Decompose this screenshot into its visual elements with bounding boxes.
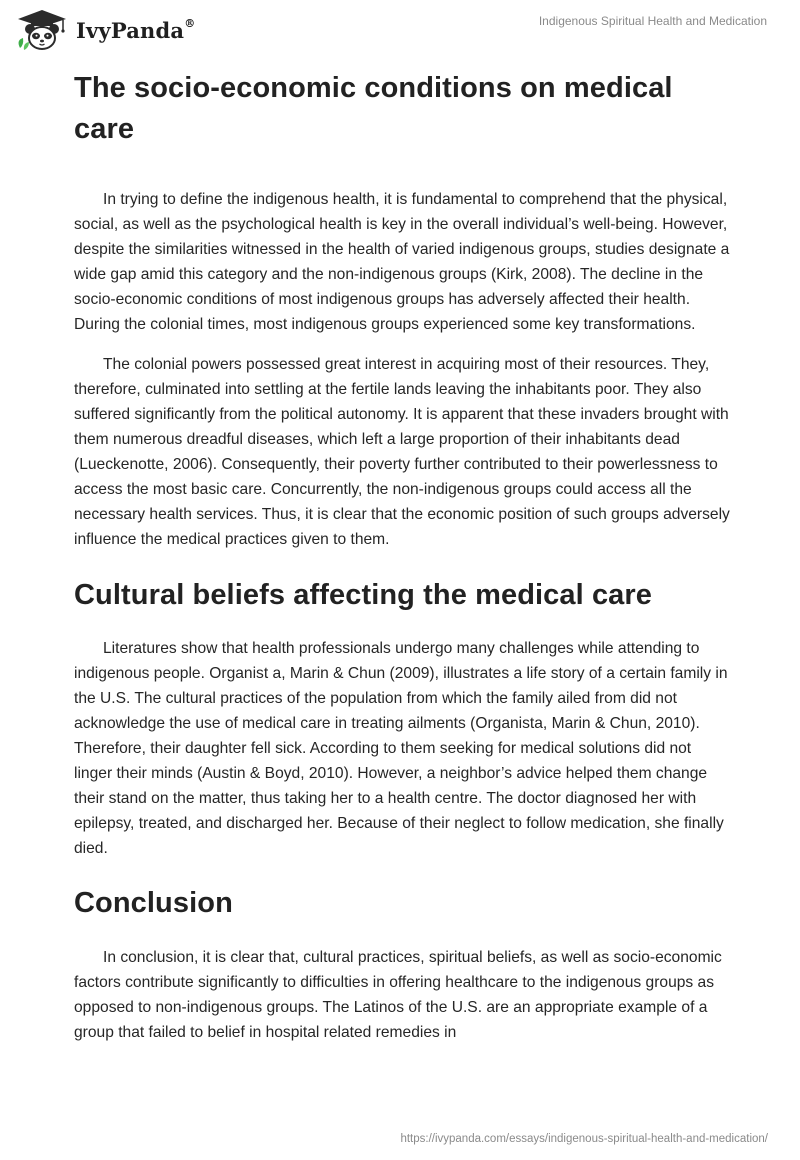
document-title: Indigenous Spiritual Health and Medication bbox=[538, 14, 767, 28]
ivypanda-logo[interactable] bbox=[14, 8, 195, 52]
paragraph: In conclusion, it is clear that, cultural practices, spiritual beliefs, as well as socio-economic factors contribute significantly to difficulties in offering healthcare to the indigenous groups as opposed to non-indigenous groups. The Latinos of the U.S. are an appropriate example of a group that failed to belief in hospital related remedies in bbox=[74, 949, 722, 1041]
paragraph: In trying to define the indigenous health, it is fundamental to comprehend that the physical, social, as well as the psychological health is key in the overall individual’s well-being. However, despite the similarities witnessed in the health of varied indigenous groups, studies designate a wide gap amid this category and the non-indigenous groups (Kirk, 2008). The decline in the socio-economic conditions of most indigenous groups has adversely affected their health. During the colonial times, most indigenous groups experienced some key transformations. bbox=[74, 191, 730, 333]
essay-content bbox=[74, 68, 730, 1045]
section-heading-socio-economic: The socio-economic conditions on medical care bbox=[74, 72, 673, 145]
section-heading-cultural-beliefs: Cultural beliefs affecting the medical care bbox=[74, 579, 653, 611]
page-header bbox=[0, 0, 800, 60]
section-heading-conclusion: Conclusion bbox=[74, 887, 233, 919]
logo-text: IvyPanda® bbox=[76, 16, 196, 43]
source-url-link[interactable]: https://ivypanda.com/essays/indigenous-spiritual-health-and-medication/ bbox=[400, 1133, 768, 1145]
panda-graduate-icon bbox=[14, 8, 70, 52]
paragraph: Literatures show that health professionals undergo many challenges while attending to indigenous people. Organist a, Marin & Chun (2009), illustrates a life story of a certain family in the U.S. The cultural practices of the population from which the family ailed from did not acknowledge the use of medical care in treating ailments (Organista, Marin & Chun, 2010). Therefore, their daughter fell sick. According to them seeking for medical solutions did not linger their minds (Austin & Boyd, 2010). However, a neighbor’s advice helped them change their stand on the matter, thus taking her to a health centre. The doctor diagnosed her with epilepsy, treated, and discharged her. Because of their neglect to follow medication, she finally died. bbox=[74, 640, 728, 857]
paragraph: The colonial powers possessed great interest in acquiring most of their resources. They, therefore, culminated into settling at the fertile lands leaving the inhabitants poor. They also suffered significantly from the political autonomy. It is apparent that these invaders brought with them numerous dreadful diseases, which left a large proportion of their inhabitants dead (Lueckenotte, 2006). Consequently, their poverty further contributed to their powerlessness to access the most basic care. Concurrently, the non-indigenous groups could access all the necessary health services. Thus, it is clear that the economic position of such groups adversely influence the medical practices given to them. bbox=[74, 356, 730, 548]
